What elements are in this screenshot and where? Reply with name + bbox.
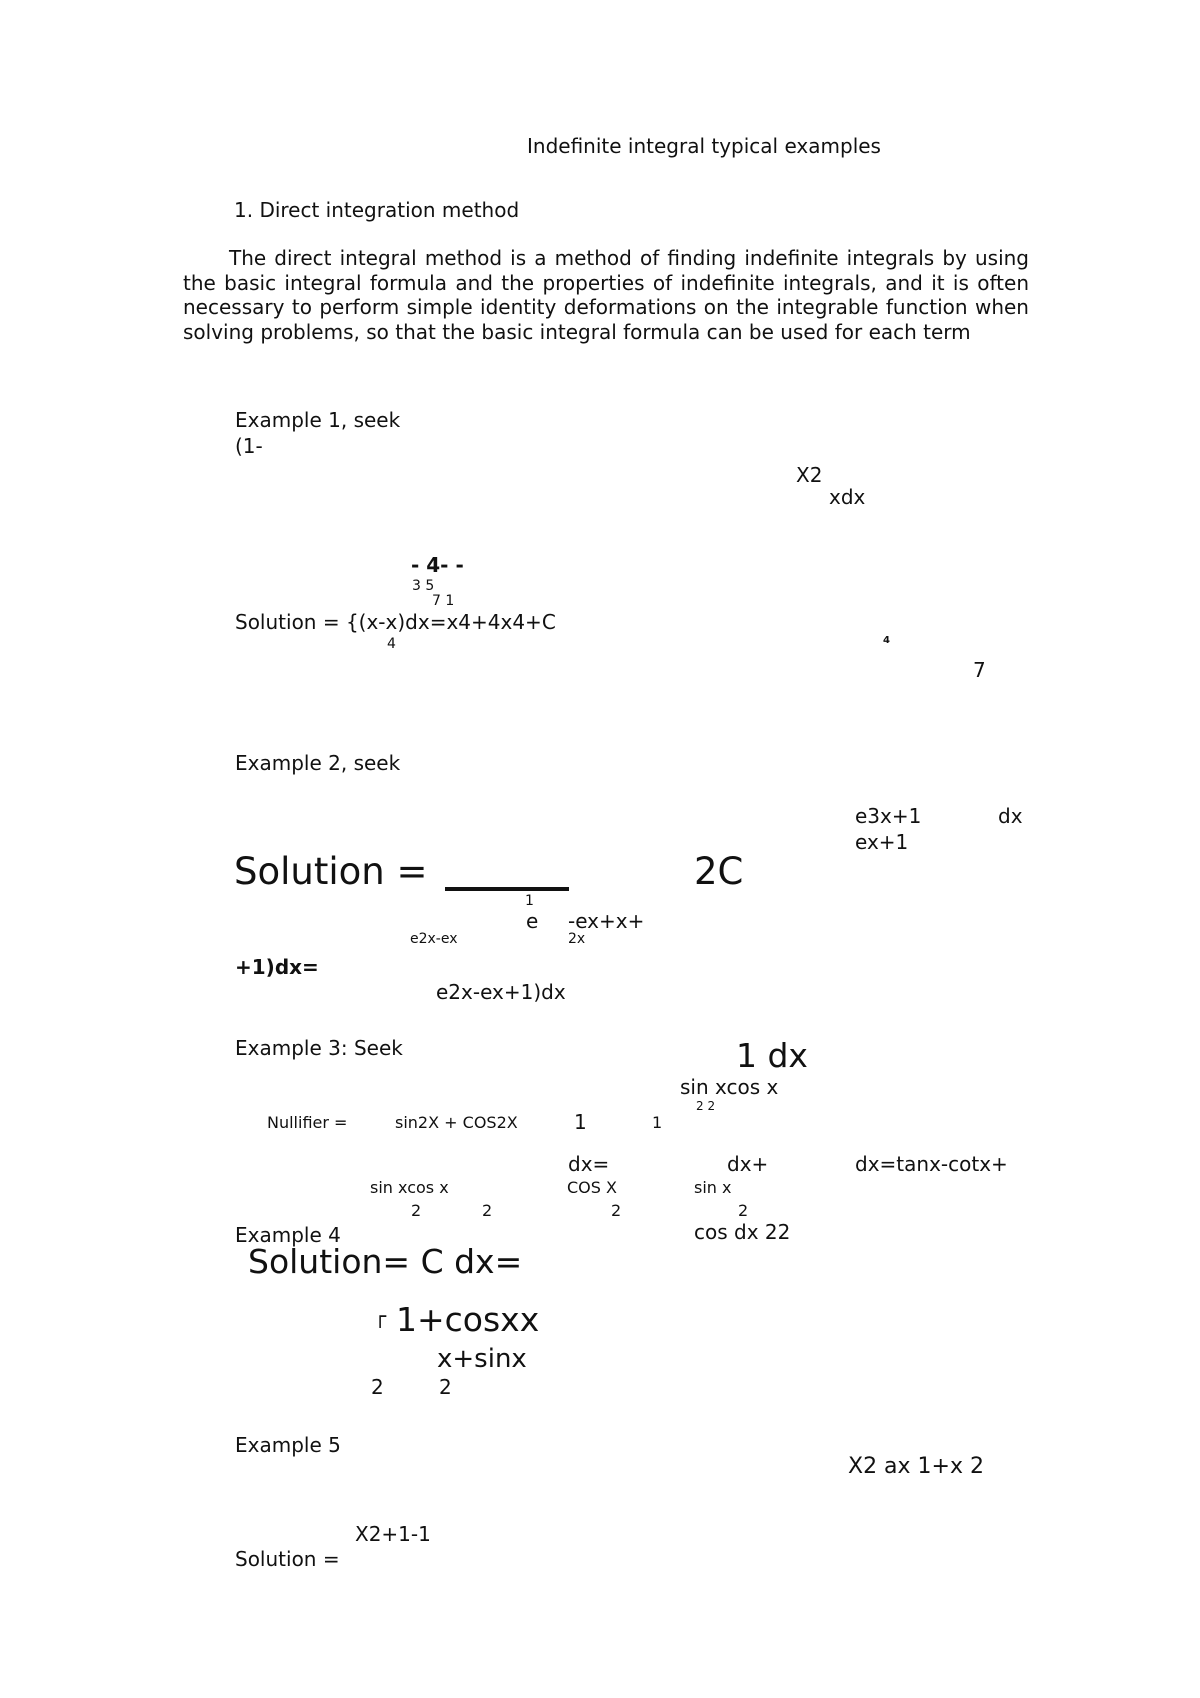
example-1-subscript: 4: [387, 636, 396, 652]
example-3-cos-dx: cos dx 22: [694, 1220, 791, 1244]
example-5-x2-plus-1-minus-1: X2+1-1: [355, 1522, 431, 1546]
example-3-pow-c: 2: [611, 1201, 622, 1220]
example-2-two-c: 2C: [694, 850, 744, 893]
example-3-dx-plus: dx+: [727, 1152, 769, 1176]
example-1-expr-start: (1-: [235, 434, 263, 458]
example-2-label: Example 2, seek: [235, 751, 401, 775]
example-3-sin2x-cos2x: sin2X + COS2X: [395, 1113, 518, 1132]
document-title: Indefinite integral typical examples: [527, 134, 881, 158]
example-2-denominator: ex+1: [855, 830, 909, 854]
example-3-den-1: sin xcos x: [370, 1178, 449, 1197]
example-1-solution: Solution = {(x-x)dx=x4+4x4+C: [235, 610, 556, 634]
example-1-fraction-top: - 4- -: [411, 553, 464, 577]
example-4-two-b: 2: [439, 1375, 452, 1399]
example-4-label: Example 4: [235, 1223, 341, 1247]
example-2-solution-heading: Solution =: [234, 850, 428, 893]
intro-paragraph: [183, 246, 1029, 344]
intro-paragraph-text: The direct integral method is a method of finding indefinite integrals by using the basic integral formula and the properties of indefinite integrals, and it is often necessary to perform simple identity deformations on the integrable function when solving problems, so that the basic integral formula can be used for each term: [183, 246, 1029, 344]
example-3-pow-a: 2: [411, 1201, 422, 1220]
example-1-seven: 7: [973, 658, 986, 682]
example-3-pow-d: 2: [738, 1201, 749, 1220]
example-3-den-2: COS X: [567, 1178, 617, 1197]
example-4-one-cos: 1+cosxx: [396, 1300, 540, 1339]
example-4-solution: Solution= C dx=: [248, 1242, 523, 1281]
example-3-den-3: sin x: [694, 1178, 732, 1197]
section-heading: 1. Direct integration method: [234, 198, 520, 222]
example-2-plus-one-dx: +1)dx=: [235, 955, 319, 979]
example-3-sin-cos: sin xcos x: [680, 1075, 779, 1099]
example-2-two-x: 2x: [568, 931, 586, 947]
example-1-xdx: xdx: [829, 485, 866, 509]
example-5-label: Example 5: [235, 1433, 341, 1457]
example-4-two-a: 2: [371, 1375, 384, 1399]
example-3-dx-eq: dx=: [568, 1152, 610, 1176]
example-1-label: Example 1, seek: [235, 408, 401, 432]
example-1-fraction-nums-2: 7 1: [432, 593, 455, 609]
example-2-one: 1: [525, 893, 534, 909]
example-3-nullifier: Nullifier =: [267, 1113, 348, 1132]
example-2-numerator: e3x+1: [855, 804, 922, 828]
example-2-underline: [445, 887, 569, 891]
example-2-e: e: [526, 909, 539, 933]
example-5-solution: Solution =: [235, 1547, 340, 1571]
example-3-one-a: 1: [574, 1110, 587, 1134]
example-4-corner-mark: ┌: [374, 1304, 387, 1328]
example-3-one-b: 1: [652, 1113, 663, 1132]
example-1-x2: X2: [796, 463, 823, 487]
example-3-result: dx=tanx-cotx+: [855, 1152, 1008, 1176]
example-3-one-dx: 1 dx: [736, 1036, 808, 1075]
example-1-fraction-nums: 3 5: [412, 578, 435, 594]
example-3-pow-b: 2: [482, 1201, 493, 1220]
example-3-label: Example 3: Seek: [235, 1036, 403, 1060]
example-2-result: e2x-ex+1)dx: [436, 980, 566, 1004]
example-5-expr: X2 ax 1+x 2: [848, 1454, 984, 1479]
example-2-e2x-ex: e2x-ex: [410, 931, 458, 947]
example-1-small-four: 4: [883, 635, 890, 646]
example-2-ex-terms: -ex+x+: [568, 909, 645, 933]
example-4-x-sinx: x+sinx: [437, 1344, 527, 1374]
example-3-subscripts: 2 2: [696, 1099, 716, 1113]
example-2-dx: dx: [998, 804, 1023, 828]
